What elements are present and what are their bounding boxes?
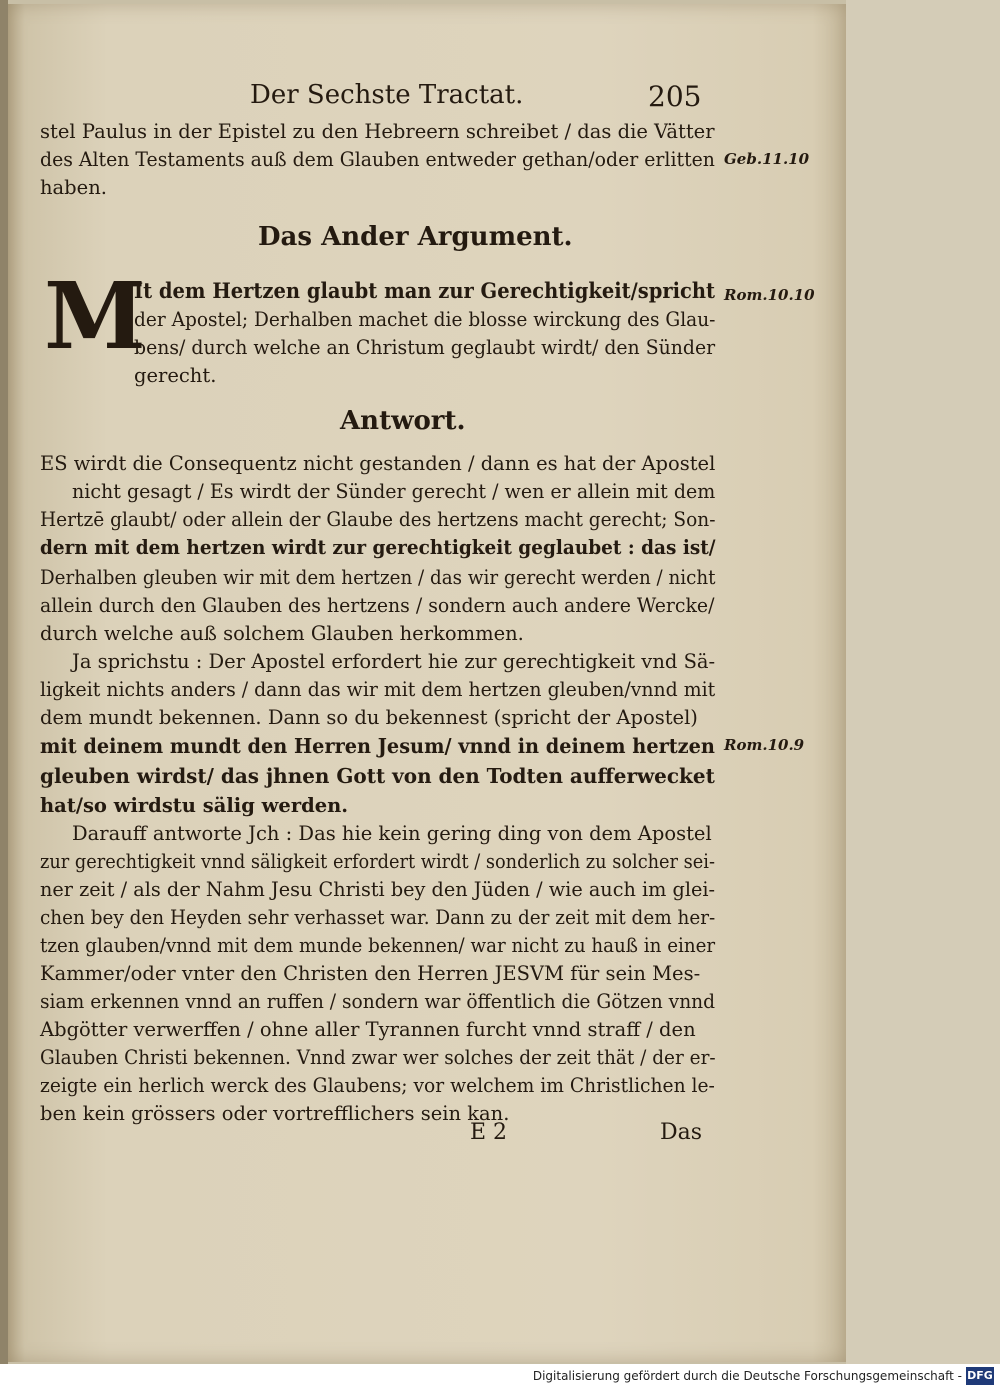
text-line: It dem Hertzen glaubt man zur Gerechtigkeit/spricht <box>134 278 716 303</box>
text-line: Derhalben gleuben wir mit dem hertzen / das wir gerecht werden / nicht <box>40 566 716 589</box>
text-line: siam erkennen vnnd an ruffen / sondern war öffentlich die Götzen vnnd <box>40 990 716 1013</box>
signature-mark: E 2 <box>470 1120 508 1145</box>
text-line: gerecht. <box>134 364 217 387</box>
text-line: Kammer/oder vnter den Christen den Herren JESVM für sein Mes- <box>40 962 701 985</box>
text-line: zeigte ein herlich werck des Glaubens; vor welchem im Christlichen le- <box>40 1074 715 1097</box>
text-line: ligkeit nichts anders / dann das wir mit dem hertzen gleuben/vnnd mit <box>40 678 716 701</box>
text-line: Darauff antworte Jch : Das hie kein gering ding von dem Apostel <box>72 822 712 845</box>
text-line: Glauben Christi bekennen. Vnnd zwar wer solches der zeit thät / der er- <box>40 1046 716 1069</box>
catchword: Das <box>660 1120 703 1145</box>
text-line: des Alten Testaments auß dem Glauben entweder gethan/oder erlitten <box>40 148 715 171</box>
text-line: der Apostel; Derhalben machet die blosse wirckung des Glau- <box>134 308 716 331</box>
text-line: dem mundt bekennen. Dann so du bekennest (spricht der Apostel) <box>40 706 698 729</box>
decorated-initial: M <box>44 262 146 370</box>
marginal-note: Geb.11.10 <box>724 150 810 168</box>
dfg-logo: DFG <box>966 1367 994 1385</box>
margin-border <box>846 0 1000 1364</box>
text-line: gleuben wirdst/ das jhnen Gott von den Todten aufferwecket <box>40 764 715 788</box>
text-line: tzen glauben/vnnd mit dem munde bekennen/ war nicht zu hauß in einer <box>40 934 716 957</box>
book-gutter <box>0 0 8 1364</box>
text-line: zur gerechtigkeit vnnd säligkeit erfordert wirdt / sonderlich zu solcher sei- <box>40 850 715 873</box>
text-line: hat/so wirdstu sälig werden. <box>40 794 349 817</box>
text-line: dern mit dem hertzen wirdt zur gerechtigkeit geglaubet : das ist/ <box>40 536 716 559</box>
text-line: durch welche auß solchem Glauben herkommen. <box>40 622 524 645</box>
funding-credit: Digitalisierung gefördert durch die Deutsche Forschungsgemeinschaft - <box>532 1369 962 1383</box>
text-line: ES wirdt die Consequentz nicht gestanden / dann es hat der Apostel <box>40 452 716 475</box>
marginal-note: Rom.10.10 <box>724 286 815 304</box>
page-number: 205 <box>648 80 702 113</box>
text-line: stel Paulus in der Epistel zu den Hebreern schreibet / das die Vätter <box>40 120 715 143</box>
text-line: mit deinem mundt den Herren Jesum/ vnnd in deinem hertzen <box>40 734 715 758</box>
text-line: ner zeit / als der Nahm Jesu Christi bey den Jüden / wie auch im glei- <box>40 878 716 901</box>
text-line: Abgötter verwerffen / ohne aller Tyrannen furcht vnnd straff / den <box>40 1018 696 1041</box>
footer-bar <box>0 1364 1000 1390</box>
text-line: allein durch den Glauben des hertzens / sondern auch andere Wercke/ <box>40 594 715 617</box>
text-line: ben kein grössers oder vortrefflichers sein kan. <box>40 1102 510 1125</box>
running-header: Der Sechste Tractat. <box>250 80 524 110</box>
section-heading: Antwort. <box>340 406 466 436</box>
section-heading: Das Ander Argument. <box>258 222 573 252</box>
text-line: Hertzē glaubt/ oder allein der Glaube des hertzens macht gerecht; Son- <box>40 508 716 531</box>
marginal-note: Rom.10.9 <box>724 736 805 754</box>
text-line: bens/ durch welche an Christum geglaubt wirdt/ den Sünder <box>134 336 716 359</box>
text-line: haben. <box>40 176 107 199</box>
text-line: Ja sprichstu : Der Apostel erfordert hie zur gerechtigkeit vnd Sä- <box>72 650 716 673</box>
text-line: chen bey den Heyden sehr verhasset war. Dann zu der zeit mit dem her- <box>40 906 716 929</box>
text-line: nicht gesagt / Es wirdt der Sünder gerecht / wen er allein mit dem <box>72 480 716 503</box>
